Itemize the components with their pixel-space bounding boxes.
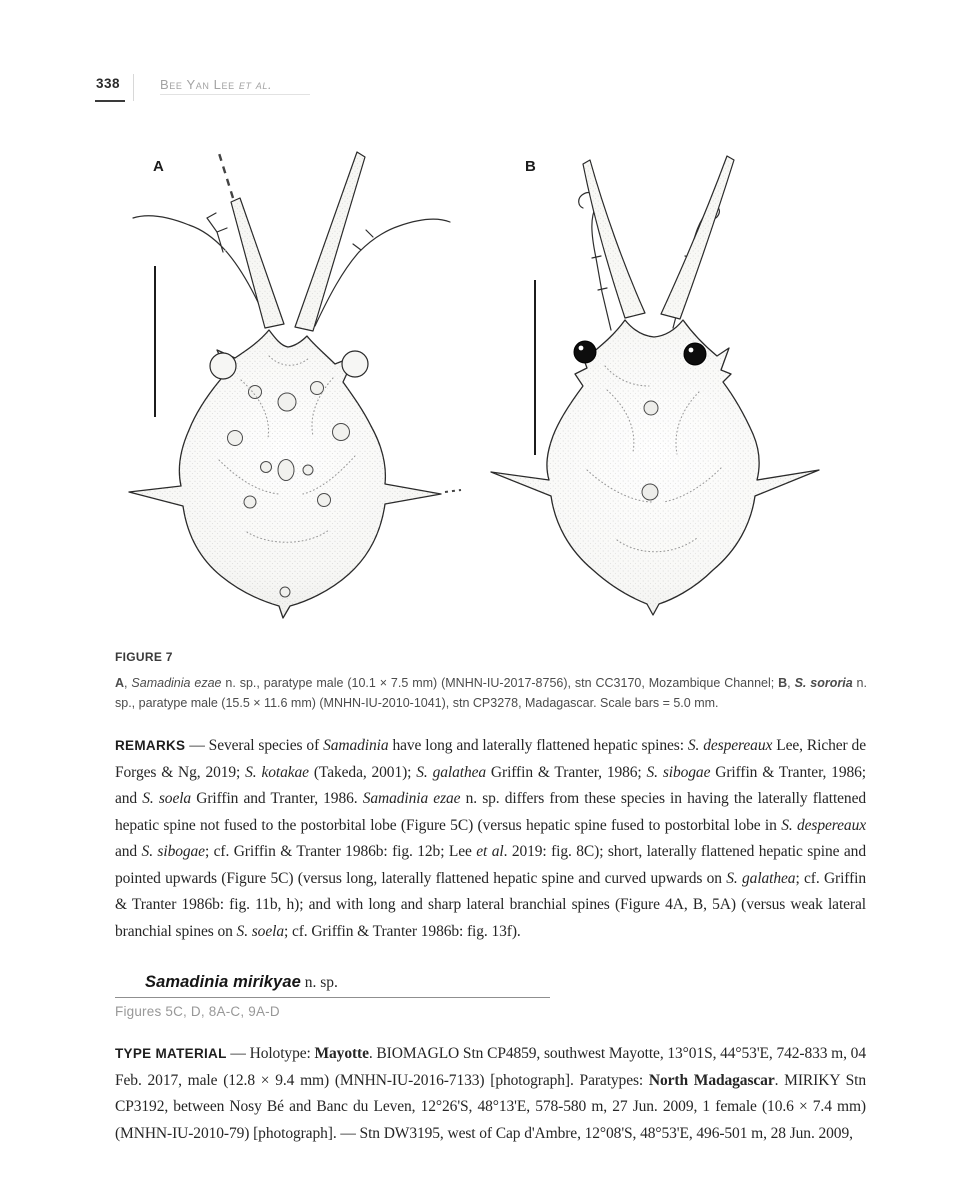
specimen-a-drawing — [119, 140, 464, 640]
figure-caption-title: FIGURE 7 — [115, 650, 173, 664]
rostral-spines — [583, 156, 734, 319]
page-number-rule — [95, 100, 125, 102]
eye-left — [574, 341, 596, 363]
figure-label-b: B — [525, 158, 536, 175]
running-head-block — [160, 74, 310, 95]
figure-caption — [115, 650, 867, 713]
specimen-b-drawing — [487, 140, 877, 642]
eye-left — [210, 353, 236, 379]
running-head-etal: et al. — [238, 77, 273, 92]
species-name: Samadinia mirikyae — [145, 973, 301, 991]
species-heading — [145, 973, 866, 992]
type-material-paragraph: TYPE MATERIAL — Holotype: Mayotte. BIOMAGLO Stn CP4859, southwest Mayotte, 13°01S, 44°53'E, 742-833 m, 04 Feb. 2017, male (12.8 × 9.4 mm) (MNHN-IU-2016-7133) [photograph]. Paratypes: North Madagascar. MIRIKY Stn CP3192, between Nosy Bé and Banc du Leven, 12°26'S, 48°13'E, 578-580 m, 27 Jun. 2009, 1 female (10.6 × 7.4 mm) (MNHN-IU-2010-79) [photograph]. — Stn DW3195, west of Cap d'Ambre, 12°08'S, 48°53'E, 496-501 m, 28 Jun. 2009, — [115, 1045, 867, 1142]
running-head — [160, 74, 310, 92]
species-heading-rule — [115, 997, 550, 998]
running-header — [95, 74, 310, 102]
figure-caption-text: A, Samadinia ezae n. sp., paratype male (10.1 × 7.5 mm) (MNHN-IU-2017-8756), stn CC3170, Mozambique Channel; B, S. sororia n. sp., paratype male (15.5 × 11.6 mm) (MNHN-IU-2010-1041), stn CP3278, Madagascar. Scale bars = 5.0 mm. — [115, 676, 867, 710]
antennae — [133, 213, 450, 326]
figures-reference-line: Figures 5C, D, 8A-C, 9A-D — [115, 1004, 280, 1019]
running-head-authors: Bee Yan Lee — [160, 77, 239, 92]
running-head-rule — [160, 94, 310, 95]
figure-label-a: A — [153, 158, 164, 175]
eye-right — [684, 343, 706, 365]
carapace — [491, 320, 819, 615]
species-section — [115, 973, 866, 1019]
figure-7 — [115, 140, 865, 645]
remarks-paragraph: REMARKS — Several species of Samadinia have long and laterally flattened hepatic spines: S. despereaux Lee, Richer de Forges & Ng, 2019; S. kotakae (Takeda, 2001); S. galathea Griffin & Tranter, 1986; S. sibogae Griffin & Tranter, 1986; and S. soela Griffin and Tranter, 1986. Samadinia ezae n. sp. differs from these species in having the laterally flattened hepatic spine not fused to the postorbital lobe (Figure 5C) (versus hepatic spine fused to postorbital lobe in S. despereaux and S. sibogae; cf. Griffin & Tranter 1986b: fig. 12b; Lee et al. 2019: fig. 8C); short, laterally flattened hepatic spine and pointed upwards (Figure 5C) (versus long, laterally flattened hepatic spine and curved upwards on S. galathea; cf. Griffin & Tranter 1986b: fig. 11b, h); and with long and sharp lateral branchial spines (Figure 4A, B, 5A) (versus weak lateral branchial spines on S. soela; cf. Griffin & Tranter 1986b: fig. 13f). — [115, 737, 867, 940]
eye-right — [342, 351, 368, 377]
page-number-block — [95, 74, 125, 102]
species-suffix: n. sp. — [300, 974, 338, 991]
carapace — [129, 330, 461, 618]
broken-spine-dashes — [218, 150, 233, 198]
body-text — [115, 733, 866, 1147]
header-divider — [133, 74, 134, 101]
page-number: 338 — [95, 76, 121, 91]
rostral-spines — [218, 150, 365, 331]
broken-lateral-spine-dots — [445, 490, 461, 492]
